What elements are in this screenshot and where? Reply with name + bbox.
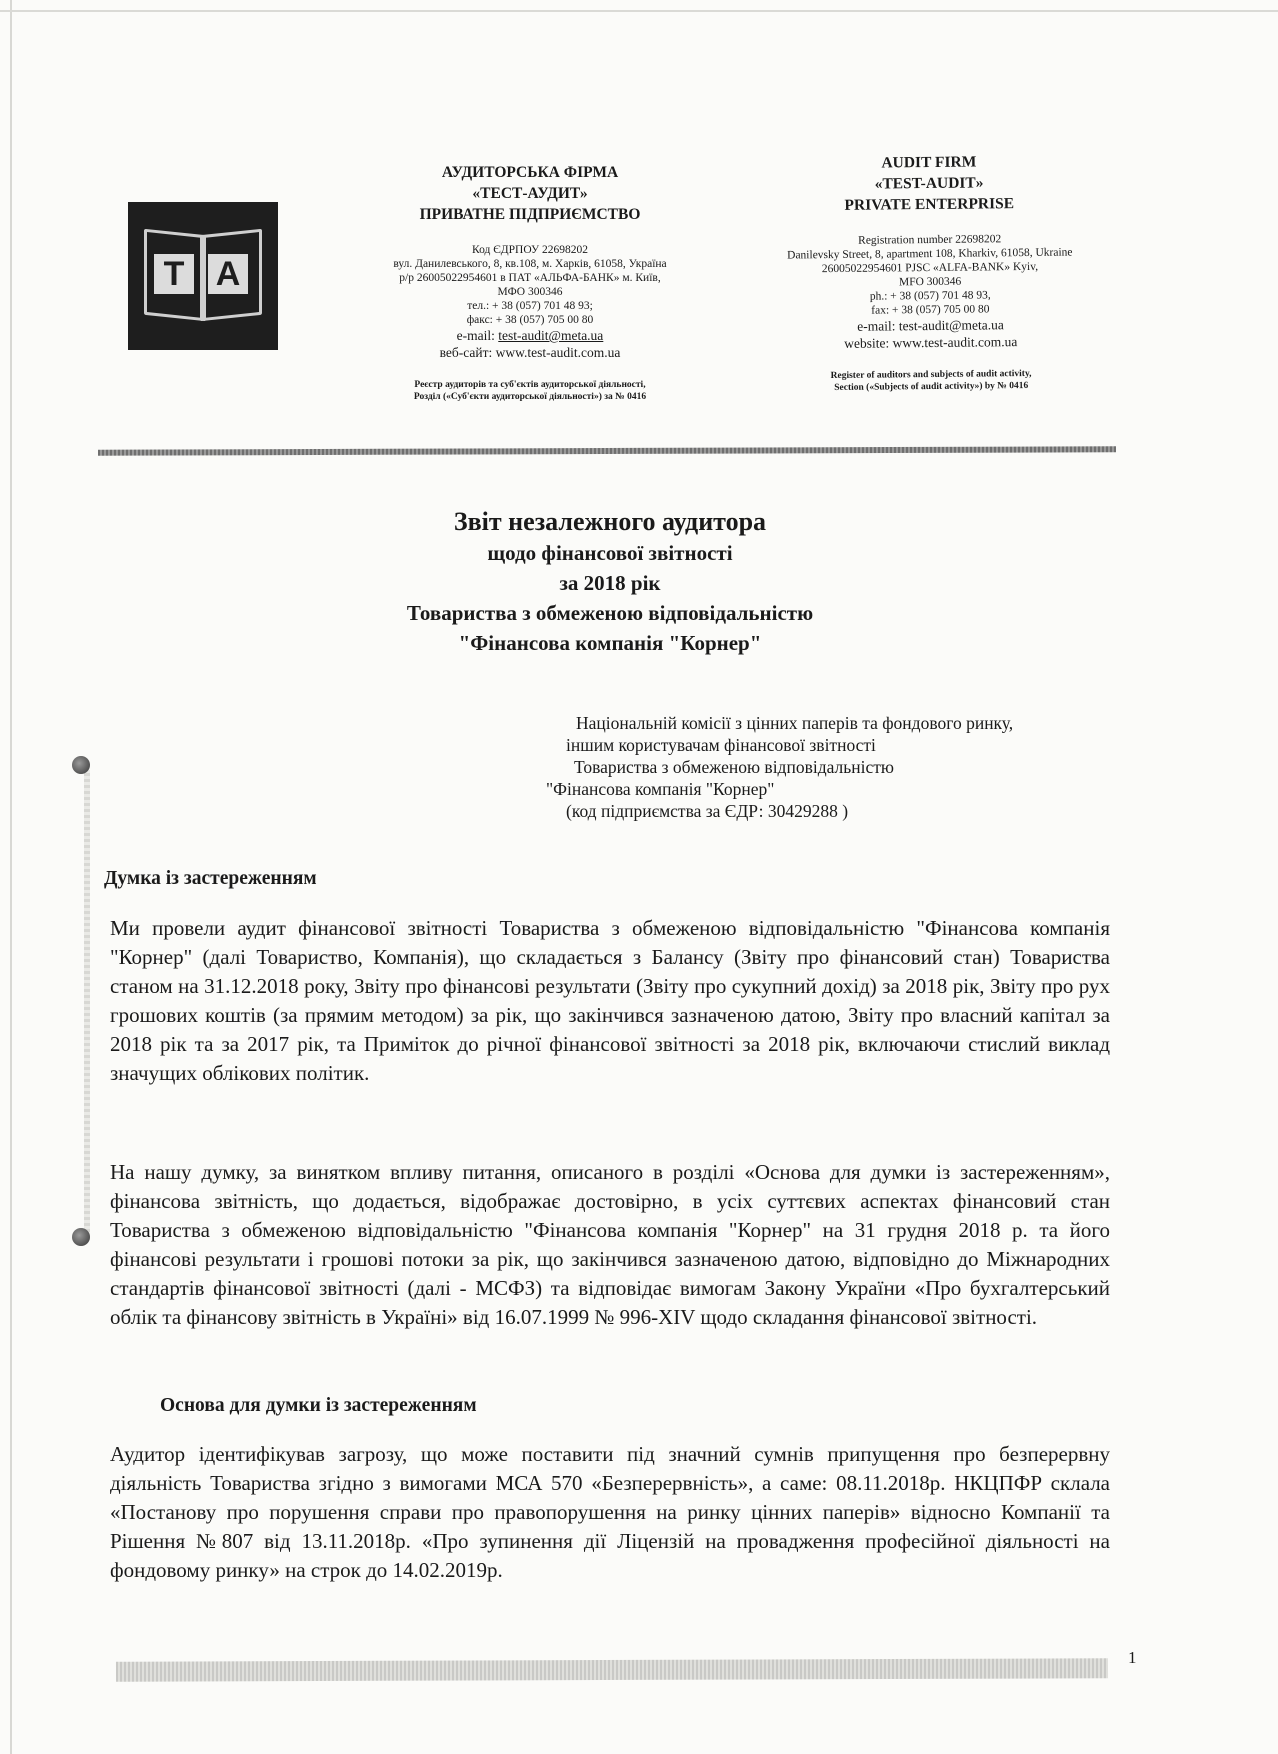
firm-name-en-line2: «TEST-AUDIT» xyxy=(874,174,984,193)
scan-edge-left xyxy=(10,0,12,1754)
register-en-line2: Section («Subjects of audit activity») by № 0416 xyxy=(834,380,1029,394)
firm-en-fax: fax: + 38 (057) 705 00 80 xyxy=(871,303,990,317)
binding-thread xyxy=(84,770,90,1240)
addressee-line1: Національній комісії з цінних паперів та фондового ринку, xyxy=(576,713,1014,733)
register-line1: Реєстр аудиторів та суб'єктів аудиторської діяльності, xyxy=(414,380,646,390)
firm-name-line2: «ТЕСТ-АУДИТ» xyxy=(472,185,588,202)
logo-letter-t: T xyxy=(154,254,194,294)
paragraph-audit-scope: Ми провели аудит фінансової звітності Товариства з обмеженою відповідальністю "Фінансова компанія "Корнер" (далі Товариство, Компанія), що складається з Балансу (Звіту про фінансовий стан) Товариства станом на 31.12.2018 року, Звіту про фінансові результати (Звіту про сукупний дохід) за 2018 рік, Звіту про рух грошових коштів (за прямим методом) за рік, що закінчився зазначеною датою, Звіту про власний капітал за 2018 рік та за 2017 рік, та Приміток до річної фінансової звітності за 2018 рік, включаючи стислий виклад значущих облікових політик. xyxy=(110,916,1110,1085)
firm-en-account: 26005022954601 PJSC «ALFA-BANK» Kyiv, xyxy=(821,260,1039,276)
firm-email-line xyxy=(340,327,720,344)
firm-website: веб-сайт: www.test-audit.com.ua xyxy=(439,345,621,360)
register-line2: Розділ («Суб'єкти аудиторської діяльності») за № 0416 xyxy=(413,392,647,402)
header-divider xyxy=(98,446,1116,456)
firm-code: Код ЄДРПОУ 22698202 xyxy=(471,244,589,256)
addressee-line3: Товариства з обмеженою відповідальністю xyxy=(574,757,894,777)
section-heading-opinion: Думка із застереженням xyxy=(104,868,317,889)
firm-tel: тел.: + 38 (057) 701 48 93; xyxy=(467,300,593,312)
firm-en-website: website: www.test-audit.com.ua xyxy=(844,334,1018,351)
firm-en-email: e-mail: test-audit@meta.ua xyxy=(857,317,1004,334)
paragraph-going-concern: Аудитор ідентифікував загрозу, що може поставити під значний сумнів припущення про безперервну діяльність Товариства згідно з вимогами МСА 570 «Безперервність», а саме: 08.11.2018р. НКЦПФР склала «Постанову про порушення справи про правопорушення на ринку цінних паперів» відносно Компанії та Рішення №807 від 13.11.2018р. «Про зупинення дії Ліцензій на провадження професійної діяльності на фондовому ринку» на строк до 14.02.2019р. xyxy=(110,1442,1110,1582)
firm-fax: факс: + 38 (057) 705 00 80 xyxy=(466,314,594,326)
letterhead-ukrainian xyxy=(340,162,720,403)
email-label: e-mail: xyxy=(456,328,499,343)
logo-letter-a: A xyxy=(208,254,248,294)
title-line2: щодо фінансової звітності xyxy=(487,541,733,565)
report-title xyxy=(180,506,1040,658)
firm-en-tel: ph.: + 38 (057) 701 48 93, xyxy=(869,289,991,303)
firm-logo xyxy=(128,202,278,350)
footer-divider xyxy=(116,1658,1108,1681)
firm-name-line3: ПРИВАТНЕ ПІДПРИЄМСТВО xyxy=(419,206,641,223)
title-line1: Звіт незалежного аудитора xyxy=(453,507,767,536)
firm-name-en-line3: PRIVATE ENTERPRISE xyxy=(844,195,1015,214)
binding-hole-top xyxy=(72,756,90,774)
binding-hole-bottom xyxy=(72,1228,90,1246)
firm-account: р/р 26005022954601 в ПАТ «АЛЬФА-БАНК» м. Київ, xyxy=(399,272,661,284)
letterhead-english xyxy=(739,150,1122,395)
firm-name-en-line1: AUDIT FIRM xyxy=(881,153,977,172)
firm-en-address: Danilevsky Street, 8, apartment 108, Kharkiv, 61058, Ukraine xyxy=(787,246,1073,262)
firm-name-line1: АУДИТОРСЬКА ФІРМА xyxy=(441,164,619,181)
page-number: 1 xyxy=(1128,1648,1137,1667)
firm-en-mfo: MFO 300346 xyxy=(898,275,962,289)
register-en-line1: Register of auditors and subjects of audit activity, xyxy=(830,368,1032,382)
title-line5: "Фінансова компанія "Корнер" xyxy=(458,631,762,655)
email-link[interactable]: test-audit@meta.ua xyxy=(498,328,604,343)
title-line4: Товариства з обмеженою відповідальністю xyxy=(406,601,814,625)
addressee-block xyxy=(546,712,1106,822)
addressee-line4: "Фінансова компанія "Корнер" xyxy=(546,779,775,799)
scan-edge-top xyxy=(0,10,1278,12)
firm-address: вул. Данилевського, 8, кв.108, м. Харків, 61058, Україна xyxy=(393,258,667,270)
firm-en-code: Registration number 22698202 xyxy=(858,233,1002,247)
addressee-line5: (код підприємства за ЄДР: 30429288 ) xyxy=(566,801,849,821)
addressee-line2: іншим користувачам фінансової звітності xyxy=(566,735,876,755)
paragraph-opinion: На нашу думку, за винятком впливу питання, описаного в розділі «Основа для думки із застереженням», фінансова звітність, що додається, відображає достовірно, в усіх суттєвих аспектах фінансовий стан Товариства з обмеженою відповідальністю "Фінансова компанія "Корнер" на 31 грудня 2018 р. та його фінансові результати і грошові потоки за рік, що закінчився зазначеною датою, відповідно до Міжнародних стандартів фінансової звітності (далі - МСФЗ) та відповідає вимогам Закону України «Про бухгалтерський облік та фінансову звітність в Україні» від 16.07.1999 № 996-XIV щодо складання фінансової звітності. xyxy=(110,1160,1110,1329)
firm-mfo: МФО 300346 xyxy=(497,286,563,298)
section-heading-basis: Основа для думки із застереженням xyxy=(160,1395,477,1416)
title-line3: за 2018 рік xyxy=(559,571,661,595)
